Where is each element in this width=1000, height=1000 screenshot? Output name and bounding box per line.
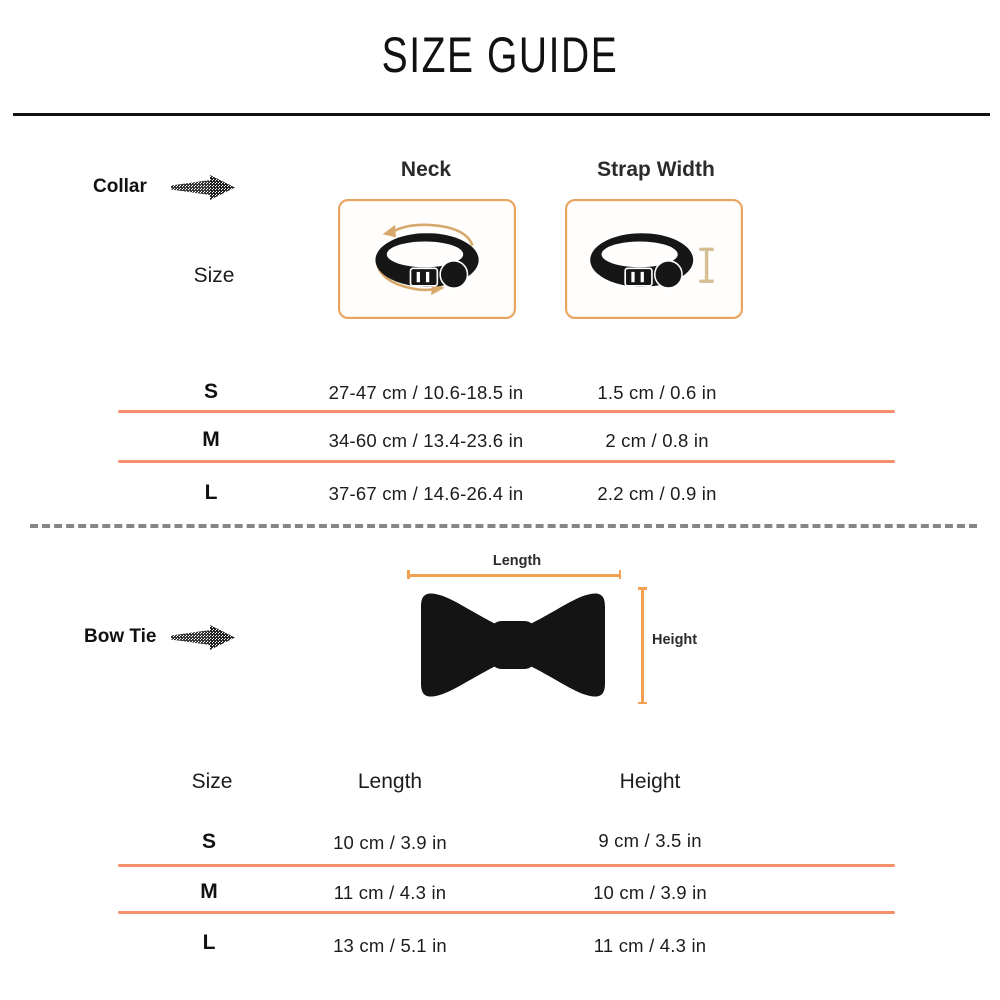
collar-rotation-icon — [363, 218, 491, 300]
collar-row-s-neck: 27-47 cm / 10.6-18.5 in — [328, 382, 524, 403]
bowtie-height-line — [641, 587, 644, 704]
bowtie-height-tick-bottom — [638, 702, 647, 705]
neck-measure-card — [338, 199, 516, 319]
bowtie-row-m-height: 10 cm / 3.9 in — [593, 882, 707, 903]
bowtie-row-m-length: 11 cm / 4.3 in — [333, 882, 447, 903]
collar-neck-header: Neck — [400, 158, 452, 181]
collar-row-m-neck: 34-60 cm / 13.4-23.6 in — [328, 430, 524, 451]
bowtie-section-label: Bow Tie — [84, 626, 157, 647]
collar-size-column-label: Size — [193, 264, 235, 287]
bowtie-length-line — [407, 574, 621, 577]
bowtie-row-s-size: S — [201, 830, 217, 853]
bowtie-arrow-icon — [171, 624, 237, 651]
collar-row-m-strap: 2 cm / 0.8 in — [605, 430, 709, 451]
strap-width-measure-card — [565, 199, 743, 319]
bowtie-length-tick-left — [407, 570, 410, 579]
collar-row-l-size: L — [204, 481, 218, 504]
collar-strap-icon — [584, 218, 724, 300]
bowtie-length-label: Length — [492, 553, 542, 569]
collar-row-s-strap: 1.5 cm / 0.6 in — [597, 382, 717, 403]
collar-strap-width-header: Strap Width — [597, 158, 715, 181]
bowtie-row-separator — [118, 911, 895, 914]
page-title: SIZE GUIDE — [381, 27, 619, 83]
bowtie-row-l-length: 13 cm / 5.1 in — [333, 935, 447, 956]
bowtie-height-label: Height — [652, 632, 698, 648]
bowtie-row-m-size: M — [200, 880, 218, 903]
bowtie-height-header: Height — [619, 770, 681, 793]
bowtie-length-tick-right — [619, 570, 622, 579]
title-divider — [13, 113, 990, 116]
bowtie-height-tick-top — [638, 587, 647, 590]
section-divider — [30, 524, 977, 528]
bowtie-icon — [398, 582, 628, 708]
collar-section-label: Collar — [93, 176, 147, 197]
collar-row-l-neck: 37-67 cm / 14.6-26.4 in — [328, 483, 524, 504]
bowtie-row-l-height: 11 cm / 4.3 in — [593, 935, 707, 956]
bowtie-row-separator — [118, 864, 895, 867]
strap-width-ibeam-icon — [699, 248, 713, 283]
collar-row-separator — [118, 410, 895, 413]
collar-row-l-strap: 2.2 cm / 0.9 in — [597, 483, 717, 504]
collar-row-m-size: M — [202, 428, 220, 451]
bowtie-size-header: Size — [191, 770, 233, 793]
collar-arrow-icon — [171, 174, 237, 201]
collar-row-separator — [118, 460, 895, 463]
bowtie-row-s-height: 9 cm / 3.5 in — [598, 830, 702, 851]
bowtie-row-s-length: 10 cm / 3.9 in — [333, 832, 447, 853]
collar-row-s-size: S — [203, 380, 219, 403]
bowtie-length-header: Length — [357, 770, 423, 793]
bowtie-row-l-size: L — [202, 931, 216, 954]
